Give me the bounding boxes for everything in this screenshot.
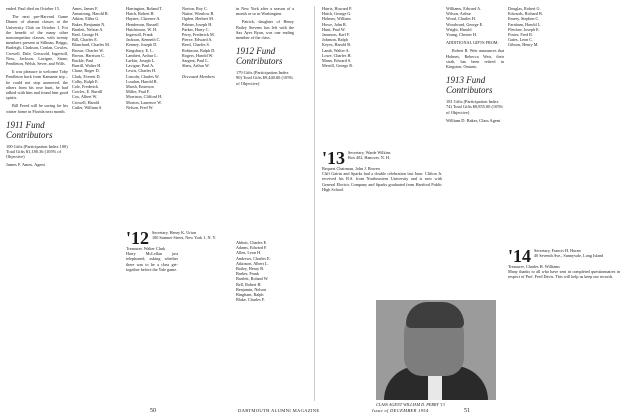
list-item: Merrill, George R. [322,63,354,69]
column-5 [236,6,294,89]
list-item: Marsh, Emerson [126,84,154,90]
list-item: Harrington, Roland T. [126,6,163,11]
list-item: Woodward, George E. [446,21,484,27]
list-item: Henderson, Russell [126,21,159,27]
list-item: Parker, Harry C. [182,26,210,32]
list-item: Baker, Benjamin N. [72,21,106,27]
memorial-heading: Deceased Members [182,74,215,80]
fund-subtitle: 100 Gifts (Participation Index 100) Total Gifts $1,180.36 (105% of Objective) [6,143,68,160]
list-item: Miller, Paul F. [126,89,150,95]
column-10 [508,6,620,282]
list-item: Burrill, Walter H. [72,63,102,69]
list-item: Hutchinson, W. H. [126,26,158,32]
list-item: Mann, Edward S. [322,58,352,64]
paragraph: Patrick, daughter of Henry Bailey Stevens has left with the Sax Ayer Ryan, was one ending member of the class. [236,19,294,41]
list-item: Chase, Roger D. [72,68,100,74]
list-item: Gates, Leon C. [508,37,534,43]
fund-heading-1913: 1913 Fund Contributors [446,75,493,96]
list-item: Allen, Leon H. [236,250,262,256]
list-item: Bartlett, Roland W. [236,276,269,282]
list-item: Hatch, George G. [322,11,352,17]
list-item: Benjamin, Nelson [236,286,267,292]
list-item: Farnham, Harold L. [508,21,542,27]
list-item: Cutler, William S. [72,104,103,110]
list-item: Hatch, Robert H. [126,11,155,17]
list-item: Ames, James F. [72,6,99,11]
list-item: Larkin, Joseph L. [126,58,156,64]
fund-subtitle: 181 Gifts (Participation Index 74) Total Gifts $8,855.00 (105% of Objective) [446,99,504,115]
list-item: Kenney, Joseph D. [126,42,158,48]
fund-agent: James F. Ames, Agent [6,162,45,168]
column-2-names [72,6,122,110]
list-item: Nelson, Fred W. [126,104,154,110]
paragraph: Bill Freed will be saving for his winter home in Florida next month. [6,103,68,114]
list-item: Bartlett, Nelson A. [72,26,104,32]
column-7 [322,6,372,68]
list-item: Gibson, Henry M. [508,42,539,48]
list-item: Rogers, Harold W. [182,52,214,58]
class-13-section [322,150,442,195]
paragraph: in New York after a season of a month or so in Washington. [236,6,294,17]
list-item: Emery, Stephen C. [508,16,540,22]
fund-subtitle: 179 Gifts (Participation Index 90) Total Gifts $9,440.00 (105% of Objective) [236,70,294,86]
class-number: '13 [322,148,346,168]
list-item: Armstrong, Harold R. [72,11,109,17]
list-item: Jameson, Karl F. [322,32,351,38]
list-item: Young, Chester H. [446,32,477,38]
list-item: Lincoln, Charles W. [126,73,160,79]
class-secretary: Secretary, Warde Wilkins [348,150,391,155]
class-secretary: Secretary, Francis H. Horan [534,247,581,253]
portrait-hair [406,302,464,328]
portrait-photo [376,300,496,400]
fund-heading-1912: 1912 Fund Contributors [236,46,283,67]
list-item: Perry, Frederick M. [182,32,215,38]
list-item: Wood, Charles H. [446,16,476,22]
list-item: Andrews, Charles E. [236,255,271,261]
list-item: Johnson, Ralph [322,37,348,43]
paragraph: Many thanks to all who have sent in completed questionnaires in respect of Prof. Fred Davis. This will help us keep our records. [508,268,620,280]
list-item: Atkins, Elihu G. [72,16,100,22]
class-address: 100 Sumner Street, New York 1, N. Y. [152,235,216,241]
fund-heading-1911: 1911 Fund Contributors [6,119,53,140]
footer-issue: Issue of DECEMBER 1954 [372,408,429,413]
list-item: Fletcher, Joseph E. [508,26,540,32]
list-item: Keyes, Harold B. [322,42,352,48]
list-item: Blanchard, Charles M. [72,42,110,48]
list-item: Lowe, Charles H. [322,52,352,58]
list-item: Wilson, Arthur [446,11,471,17]
class-address: 40 Seventh Ave., Sunnyvale, Long Island [534,252,604,258]
list-item: Brown, Harrison C. [72,52,106,58]
list-item: Norton, Roy C. [182,6,208,11]
list-item: Nutter, Winslow B. [182,11,215,17]
list-item: Wright, Harold [446,26,472,32]
list-item: Lamb, Walter A. [322,47,350,53]
bequest-chairman: Bequest Chairman, John J. Bowen [322,166,380,171]
list-item: Lambert, Arthur L. [126,52,158,58]
list-item: Robinson, Ralph D. [182,47,216,53]
list-item: Morrison, Clifford H. [126,94,163,100]
paragraph: The next pre-Harvard Game Dinner of alumni classes at the University Club on October 1. For the benefit of the many other noncompetitor classes, with twenty members present at Sillinan, Briggs, Burleigh, Clarkson, Conlan, Cowles, Crowell, Dale, Griswold, Ingersoll, Ness, Jackson, Lavigne, Stone, Pendleton, Welsh, Sever, and Wills. [6,14,68,67]
list-item: Bell, Robert H. [236,281,262,287]
paragraph: It was pleasure to welcome Toby Pendleton back from Kamante trip – he could not stop unmoved, the others from his rose hunt, he had talked with him and found him good spirits. [6,69,68,101]
list-item: Barker, Frank [236,271,260,277]
fund-agent: William D. Baker, Class Agent [446,117,501,123]
list-item: Pierce, Edward A. [182,37,213,43]
column-5-names [236,240,294,302]
list-item: Cole, Frederick [72,84,99,90]
paragraph: Harry McLellan just telephoned, asking whether there was to be a class get-together before the Yale game. [126,251,178,272]
list-item: Douglas, Robert G. [508,6,541,11]
list-item: Edwards, Richard B. [508,11,543,17]
list-item: Cox, Albert W. [72,94,98,100]
page-number-left: 50 [150,408,156,414]
list-item: Loudon, Harold B. [126,78,158,84]
list-item: Ingersoll, Frank [126,32,153,38]
list-item: Buckle, Paul [72,58,94,64]
list-item: Bailey, Henry B. [236,266,265,272]
list-item: Williams, Edward A. [446,6,482,11]
class-address: Box 402, Hanover, N. H. [348,155,390,161]
list-item: Abbott, Charles E. [236,240,268,245]
list-item: Adams, Edward F. [236,245,268,251]
list-item: Lavigne, Paul A. [126,63,155,69]
list-item: Hunt, Paul W. [322,26,346,32]
class-number: '14 [508,245,532,266]
list-item: Bill, Charles E. [72,37,98,43]
list-item: Haynes, Clarence A. [126,16,161,22]
column-1 [6,6,68,171]
list-item: Foster, Fred R. [508,32,533,38]
list-item: Ogden, Herbert M. [182,16,214,22]
subhead: ADDITIONAL GIFTS FROM: [446,40,499,46]
footer-title: DARTMOUTH ALUMNI MAGAZINE [238,408,320,413]
list-item: Holmes, William [322,16,351,22]
list-item: Kingsbury, E. L. [126,47,154,53]
list-item: Colby, Ralph E. [72,78,99,84]
list-item: Cowles, E. Burrill [72,89,103,95]
list-item: Blake, Charles F. [236,297,265,303]
list-item: Reed, Charles S. [182,42,210,48]
list-item: Palmer, Joseph H. [182,21,213,27]
list-item: Brown, Charles W. [72,47,104,53]
list-item: Harris, Howard P. [322,6,353,11]
list-item: Morton, Laurence W. [126,99,162,105]
class-number: '12 [126,228,150,249]
page-number-right: 51 [464,408,470,414]
list-item: Lewis, Charles H. [126,68,157,74]
paragraph: Robert R. Weir announces that Holmes, Rebecca Weir, their sixth, has been retired in Kingston, Ontario. [446,48,504,70]
list-item: Bingham, Ralph [236,292,264,298]
class-secretary: Secretary, Henry K. Urion [152,230,197,236]
photo-caption: CLASS AGENT WILLIAM D. PERRY '13 [376,402,445,407]
list-item: Shaw, Arthur W. [182,63,210,69]
list-item: Jackson, Kenneth C. [126,37,161,43]
gutter-divider [314,6,315,401]
class-treasurer: Treasurer, Walter Clark [126,246,166,252]
paragraph: Cliff Gairin and Sparks had a double celebration last June. Clifton Jr. received his B.S. from Northeastern University and is now with General Electric Company and Sparks graduated from Hartford Public High School. [322,171,442,192]
list-item: Beal, George H. [72,32,100,38]
list-item: Clark, Everett D. [72,73,101,79]
list-item: Sargent, Paul L. [182,58,209,64]
class-treasurer: Treasurer, Charles H. Williams [508,263,560,269]
paragraph: ended. Paul died on October 15. [6,6,60,11]
column-9 [446,6,504,126]
list-item: Crowell, Harold [72,99,100,105]
list-item: Howe, John R. [322,21,347,27]
column-4 [182,6,230,80]
list-item: Atkinson, Albert L. [236,260,269,266]
